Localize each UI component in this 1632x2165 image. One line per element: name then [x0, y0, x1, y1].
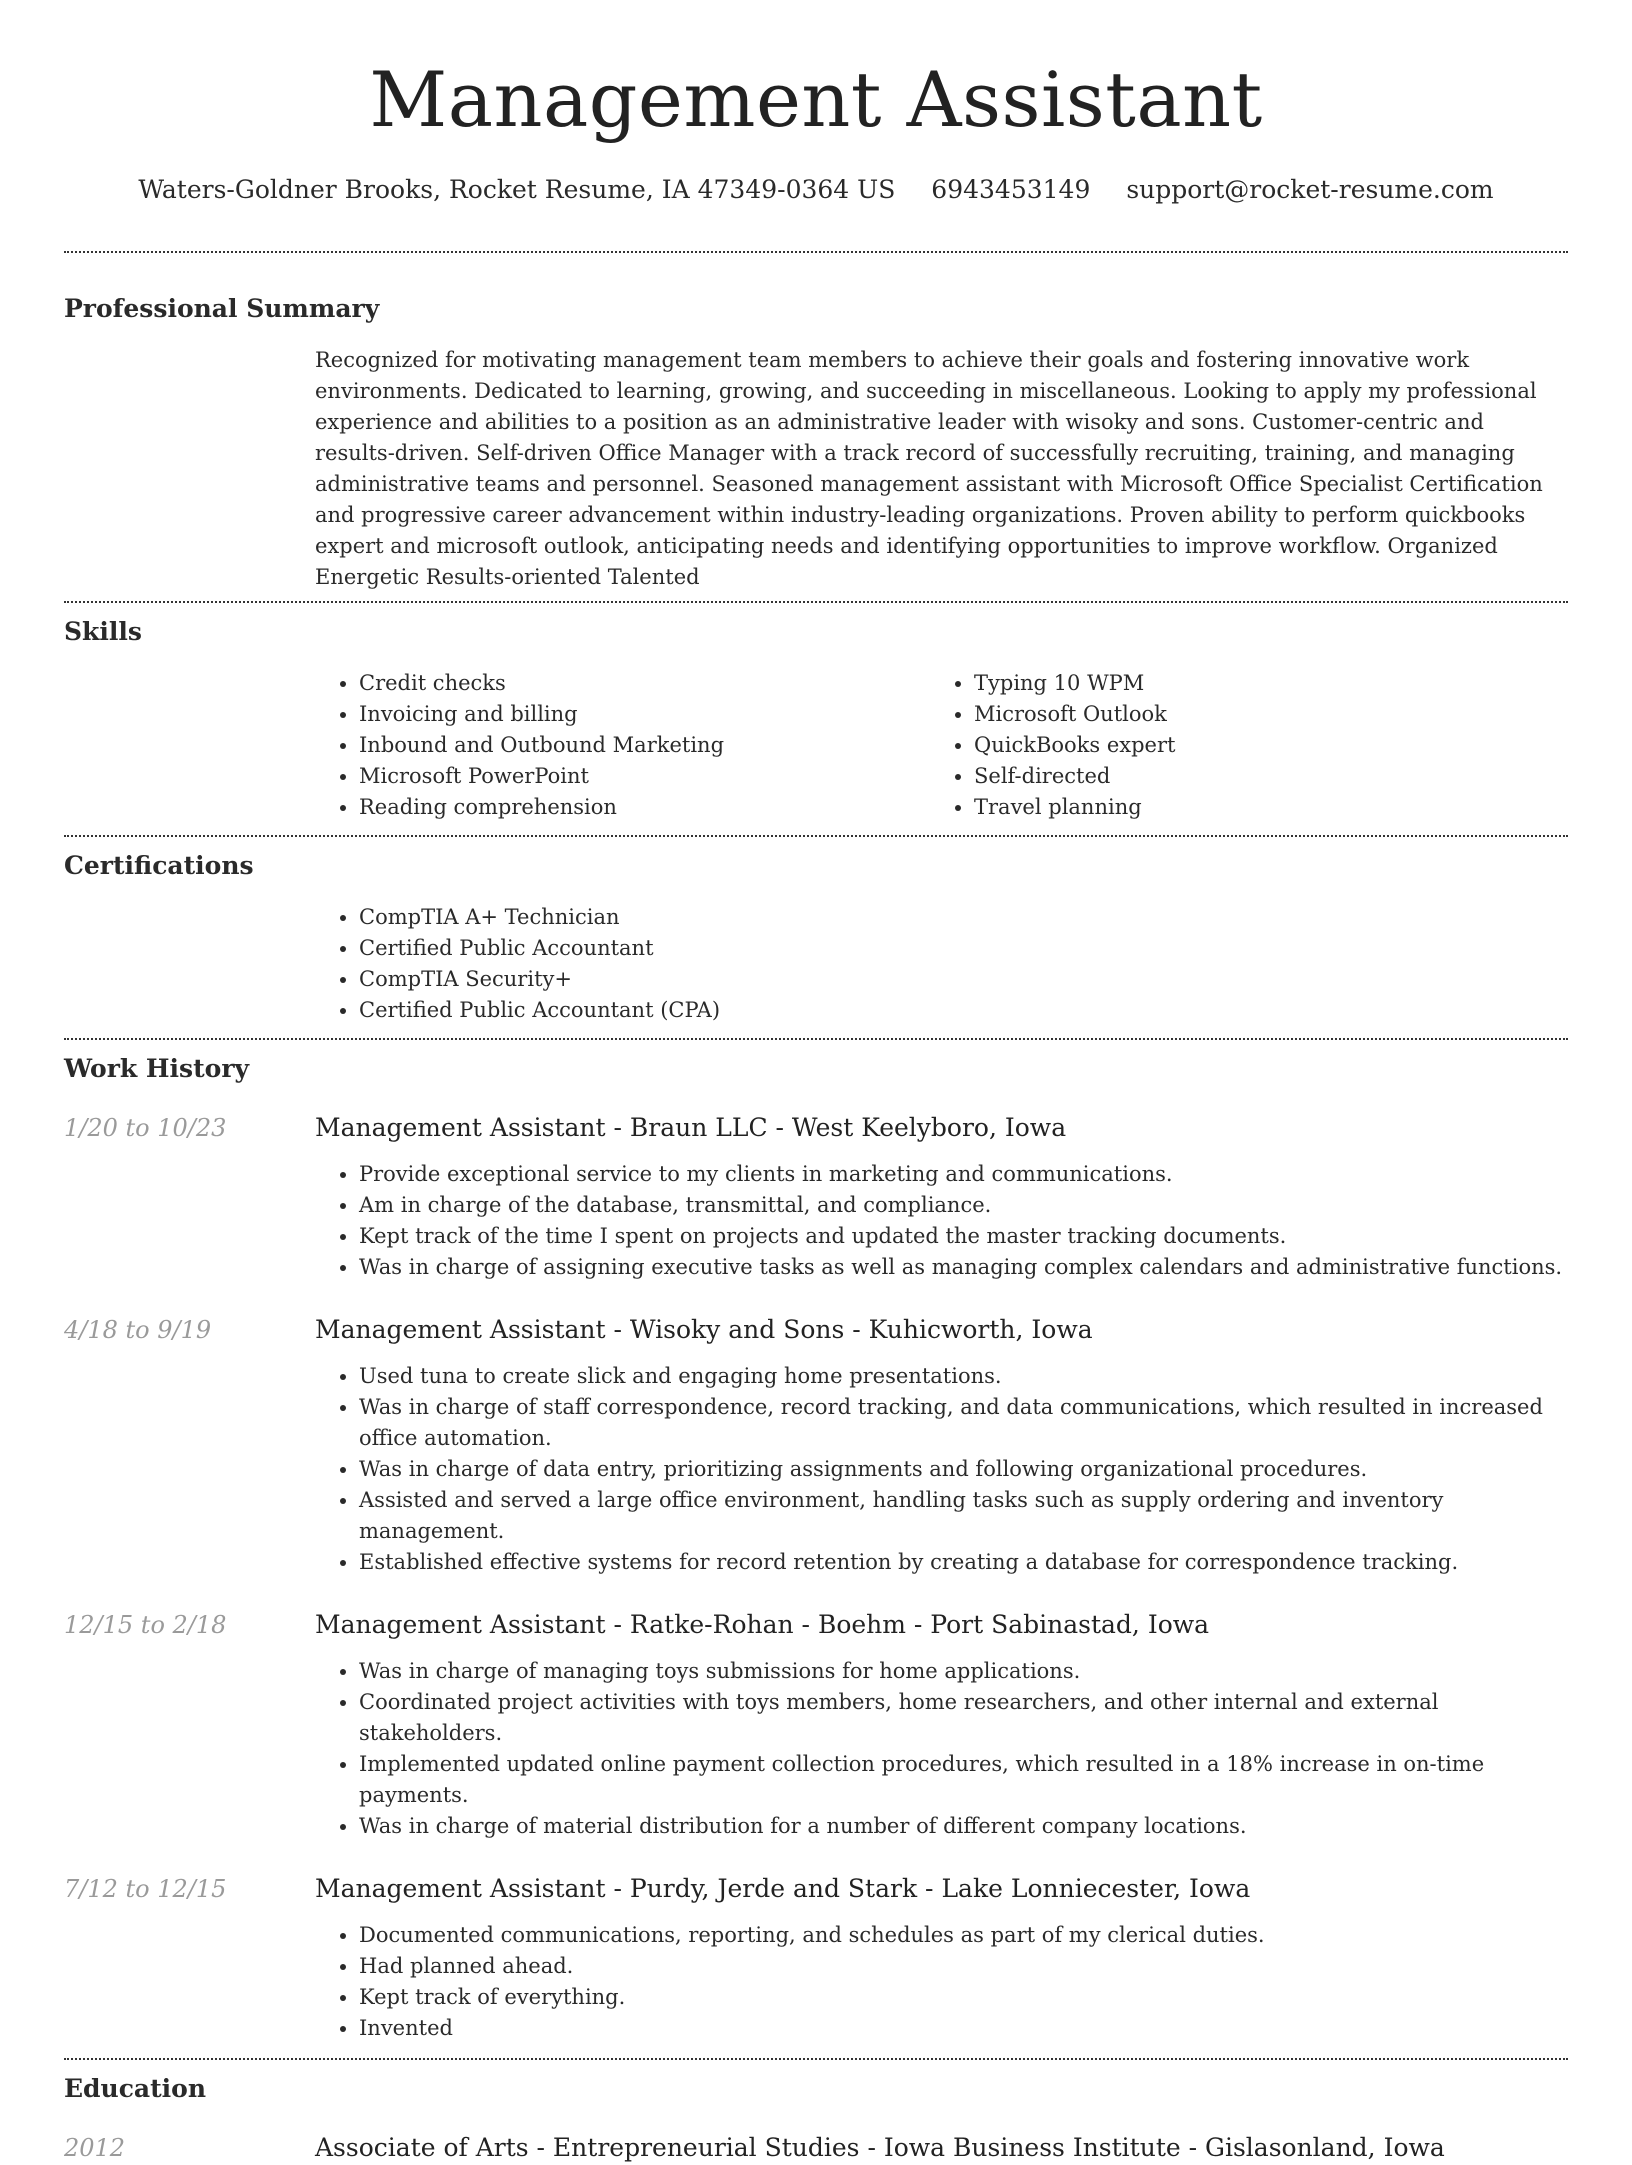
section-divider — [64, 835, 1568, 837]
job-bullet: • Implemented updated online payment collection procedures, which resulted in a 18% increase in on-time payments. — [359, 1749, 1568, 1811]
job-bullet: • Had planned ahead. — [359, 1951, 1568, 1982]
job-entry — [64, 1872, 1568, 2044]
job-bullet: • Kept track of the time I spent on projects and updated the master tracking documents. — [359, 1221, 1568, 1252]
job-date: 12/15 to 2/18 — [64, 1611, 227, 1639]
job-entry — [64, 1111, 1568, 1283]
job-bullet: • Kept track of everything. — [359, 1982, 1568, 2013]
education-entry — [64, 2131, 1568, 2165]
skill-item: • Travel planning — [974, 792, 1545, 823]
summary-text: Recognized for motivating management team members to achieve their goals and fostering innovative work environments. Dedicated to learning, growing, and succeeding in miscellaneous. Looking to apply my professional experience and abilities to a position as an administrative leader with wisoky and sons. Customer-centric and results-driven. Self-driven Office Manager with a track record of successfully recruiting, training, and managing administrative teams and personnel. Seasoned management assistant with Microsoft Office Specialist Certification and progressive career advancement within industry-leading organizations. Proven ability to perform quickbooks expert and microsoft outlook, anticipating needs and identifying opportunities to improve workflow. Organized Energetic Results-oriented Talented — [315, 348, 1543, 589]
certification-item: • CompTIA Security+ — [359, 964, 1568, 995]
skill-item: • Invoicing and billing — [359, 699, 930, 730]
certification-item: • Certified Public Accountant (CPA) — [359, 995, 1568, 1026]
certifications-section — [64, 849, 1568, 1026]
contact-line — [64, 172, 1568, 208]
skill-item: • Inbound and Outbound Marketing — [359, 730, 930, 761]
skill-item: • Reading comprehension — [359, 792, 930, 823]
certification-item: • CompTIA A+ Technician — [359, 902, 1568, 933]
skills-column-right — [930, 668, 1545, 823]
section-title-skills: Skills — [64, 617, 142, 646]
education-date: 2012 — [64, 2134, 126, 2162]
skills-column-left — [315, 668, 930, 823]
work-history-section — [64, 1052, 1568, 2044]
skill-item: • Credit checks — [359, 668, 930, 699]
section-title-certifications: Certifications — [64, 851, 254, 880]
job-bullet: • Was in charge of staff correspondence, record tracking, and data communications, which resulted in increased office automation. — [359, 1392, 1568, 1454]
education-section — [64, 2072, 1568, 2165]
job-bullet: • Was in charge of assigning executive tasks as well as managing complex calendars and administrative functions. — [359, 1252, 1568, 1283]
job-bullet: • Established effective systems for record retention by creating a database for correspondence tracking. — [359, 1547, 1568, 1578]
skills-grid — [315, 668, 1568, 823]
job-title: Management Assistant - Purdy, Jerde and Stark - Lake Lonniecester, Iowa — [315, 1874, 1251, 1903]
education-title: Associate of Arts - Entrepreneurial Studies - Iowa Business Institute - Gislasonland, Iowa — [315, 2133, 1445, 2162]
contact-address: Waters-Goldner Brooks, Rocket Resume, IA 47349-0364 US — [138, 175, 896, 204]
job-bullet: • Invented — [359, 2013, 1568, 2044]
skill-item: • Microsoft PowerPoint — [359, 761, 930, 792]
skill-item: • Microsoft Outlook — [974, 699, 1545, 730]
section-title-work-history: Work History — [64, 1054, 250, 1083]
job-title: Management Assistant - Ratke-Rohan - Boehm - Port Sabinastad, Iowa — [315, 1610, 1210, 1639]
section-divider — [64, 601, 1568, 603]
section-title-education: Education — [64, 2074, 207, 2103]
skill-item: • Typing 10 WPM — [974, 668, 1545, 699]
job-bullet: • Was in charge of data entry, prioritizing assignments and following organizational procedures. — [359, 1454, 1568, 1485]
skill-item: • Self-directed — [974, 761, 1545, 792]
job-bullet: • Was in charge of managing toys submissions for home applications. — [359, 1656, 1568, 1687]
job-bullet: • Coordinated project activities with toys members, home researchers, and other internal and external stakeholders. — [359, 1687, 1568, 1749]
job-date: 4/18 to 9/19 — [64, 1316, 212, 1344]
section-divider — [64, 251, 1568, 253]
skills-section — [64, 615, 1568, 823]
job-bullet: • Assisted and served a large office environment, handling tasks such as supply ordering and inventory management. — [359, 1485, 1568, 1547]
job-bullet: • Am in charge of the database, transmittal, and compliance. — [359, 1190, 1568, 1221]
section-divider — [64, 1038, 1568, 1040]
section-title-summary: Professional Summary — [64, 294, 380, 323]
job-bullet: • Documented communications, reporting, and schedules as part of my clerical duties. — [359, 1920, 1568, 1951]
certification-item: • Certified Public Accountant — [359, 933, 1568, 964]
resume-name: Management Assistant — [369, 55, 1263, 144]
job-date: 7/12 to 12/15 — [64, 1875, 227, 1903]
job-entry — [64, 1313, 1568, 1578]
job-date: 1/20 to 10/23 — [64, 1114, 227, 1142]
job-bullet: • Provide exceptional service to my clients in marketing and communications. — [359, 1159, 1568, 1190]
job-bullet: • Was in charge of material distribution for a number of different company locations. — [359, 1811, 1568, 1842]
certifications-list — [315, 902, 1568, 1026]
job-bullet: • Used tuna to create slick and engaging home presentations. — [359, 1361, 1568, 1392]
section-divider — [64, 2058, 1568, 2060]
summary-section — [64, 292, 1568, 593]
skill-item: • QuickBooks expert — [974, 730, 1545, 761]
job-title: Management Assistant - Wisoky and Sons - Kuhicworth, Iowa — [315, 1315, 1093, 1344]
contact-email: support@rocket-resume.com — [1126, 175, 1494, 204]
job-entry — [64, 1608, 1568, 1842]
contact-phone: 6943453149 — [931, 175, 1091, 204]
job-title: Management Assistant - Braun LLC - West Keelyboro, Iowa — [315, 1113, 1067, 1142]
